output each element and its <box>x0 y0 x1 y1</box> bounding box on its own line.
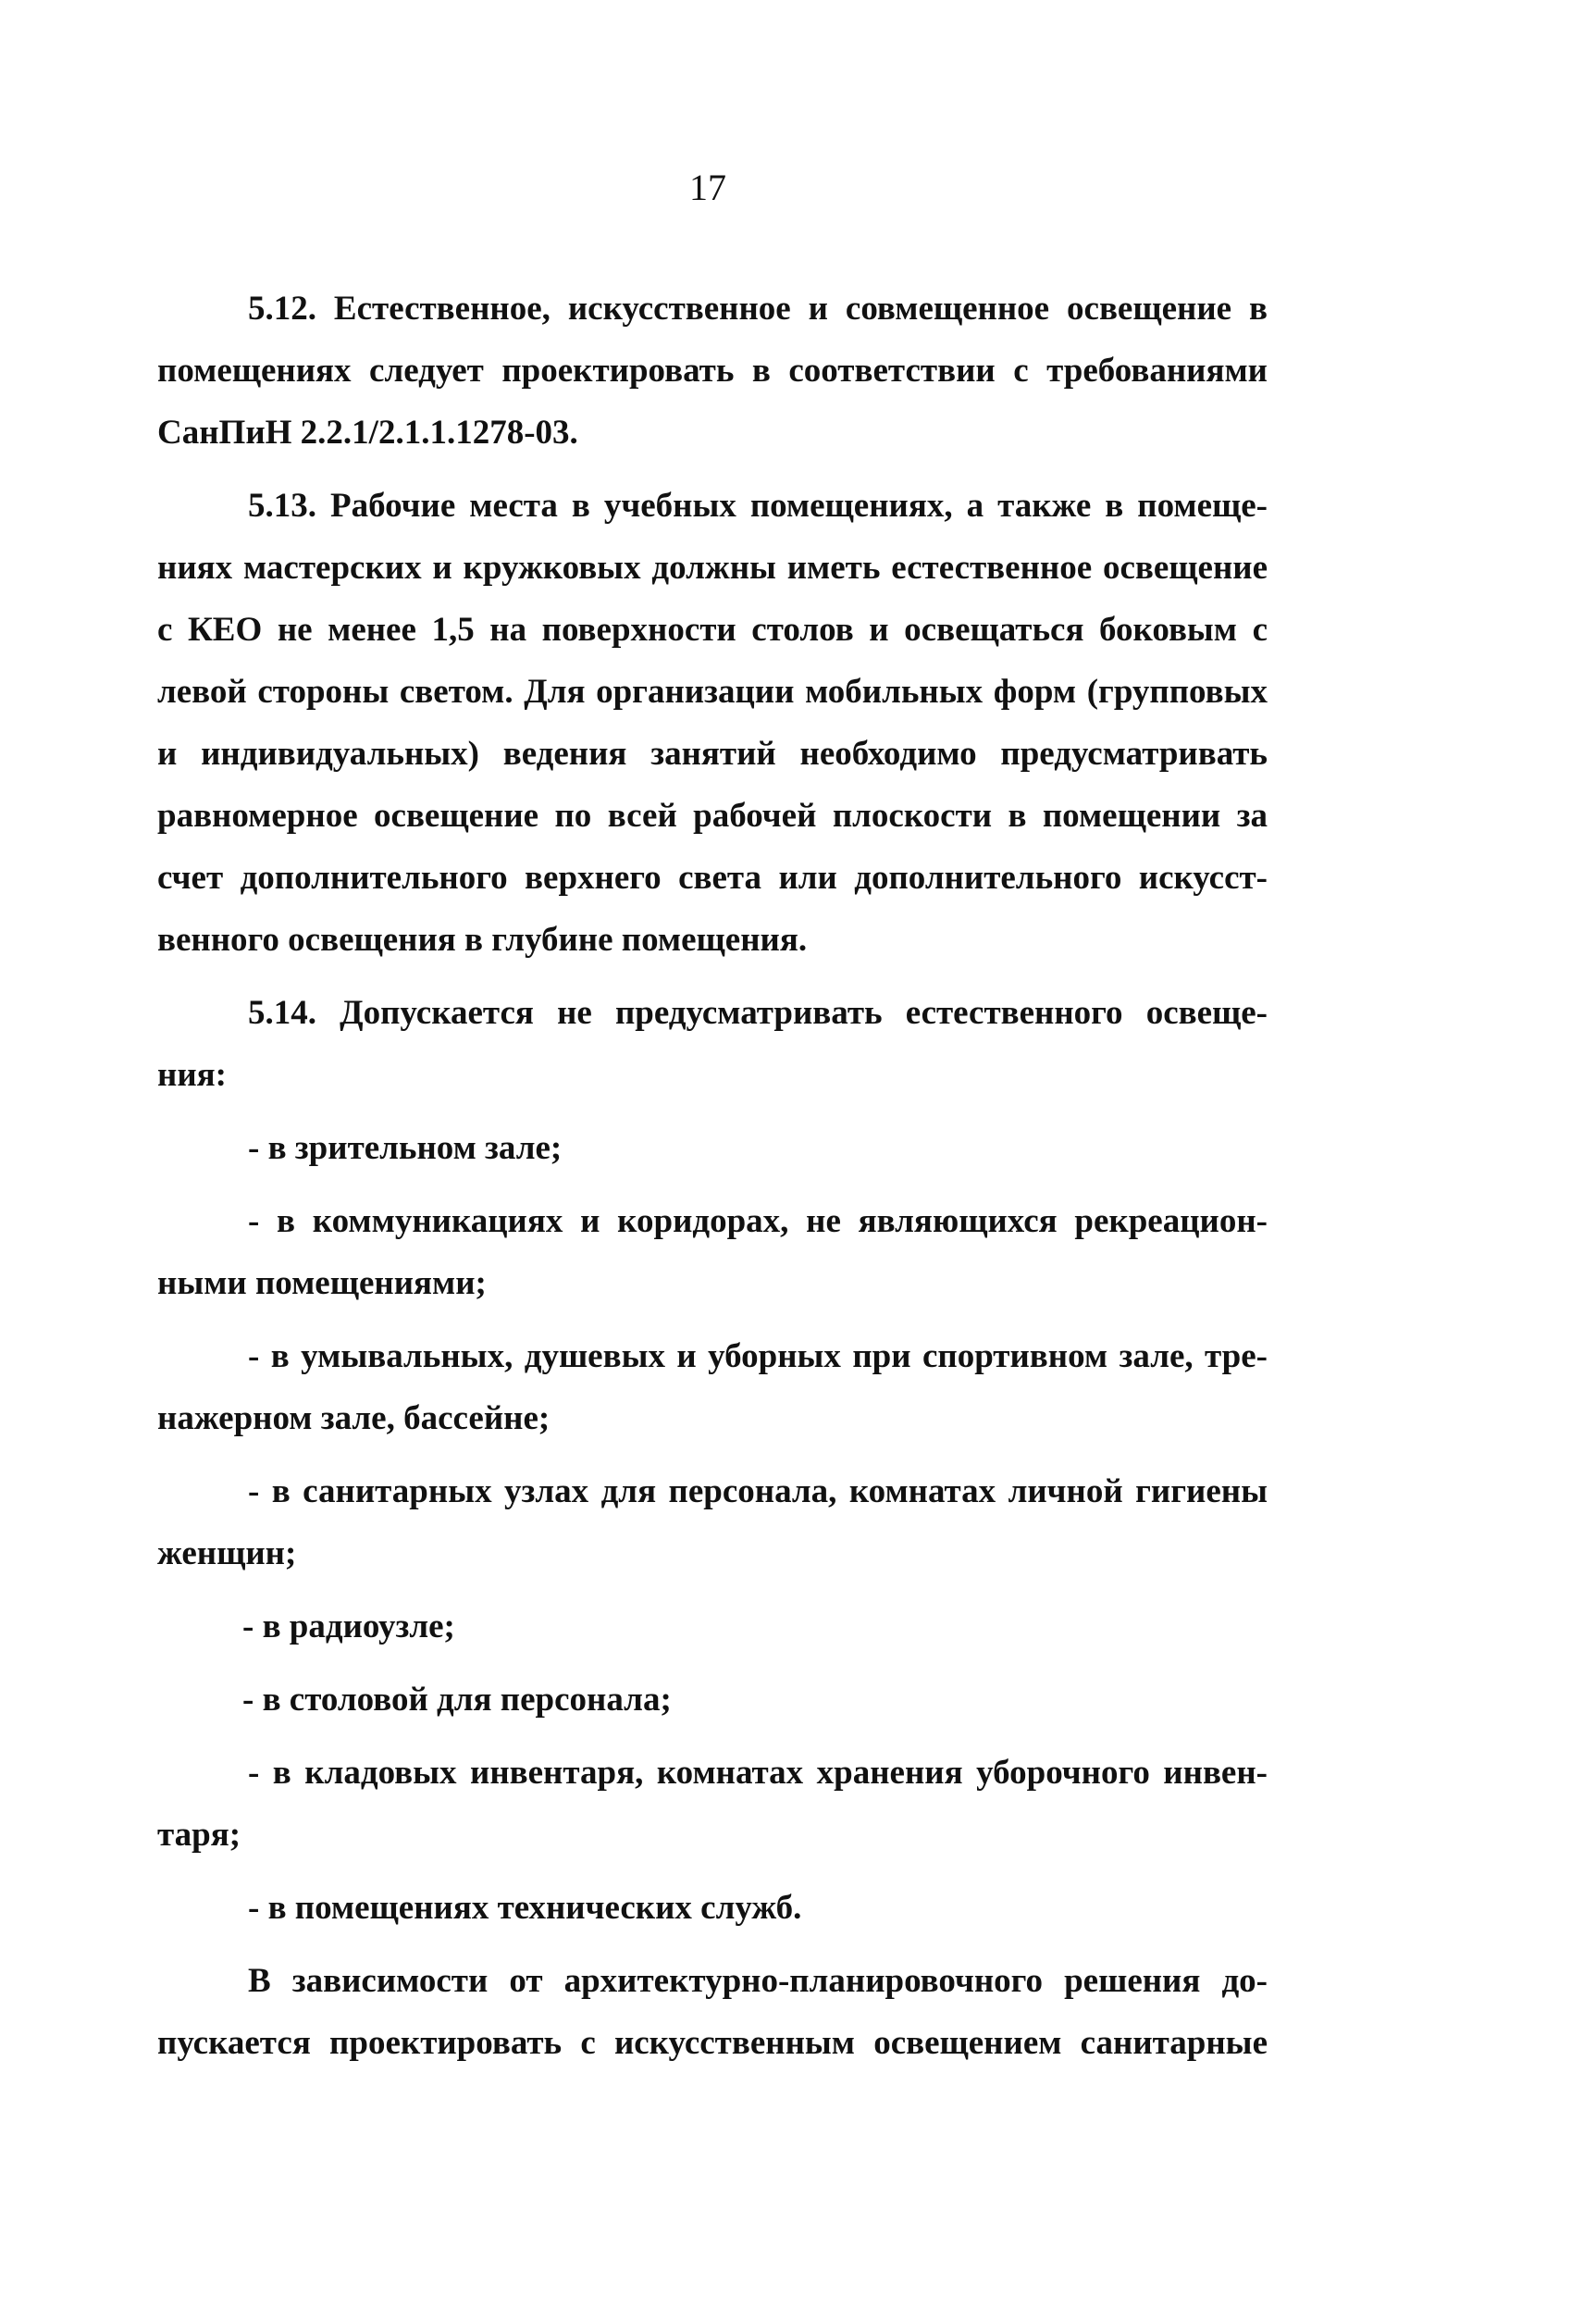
text-line: - в коммуникациях и коридорах, не являющихся рекреацион- <box>248 1202 1268 1240</box>
text-line: венного освещения в глубине помещения. <box>157 921 808 959</box>
text-line: - в радиоузле; <box>242 1608 455 1645</box>
text-line: ниях мастерских и кружковых должны иметь естественное освещение <box>157 549 1268 587</box>
text-line: таря; <box>157 1816 241 1854</box>
text-line: 5.14. Допускается не предусматривать естественного освеще- <box>248 994 1268 1032</box>
text-line: - в зрительном зале; <box>248 1129 563 1167</box>
text-line: помещениях следует проектировать в соответствии с требованиями <box>157 352 1268 390</box>
text-line: женщин; <box>157 1534 297 1572</box>
text-line: - в кладовых инвентаря, комнатах хранения уборочного инвен- <box>248 1754 1268 1792</box>
text-line: СанПиН 2.2.1/2.1.1.1278-03. <box>157 414 578 452</box>
page-number: 17 <box>689 167 726 208</box>
text-line: и индивидуальных) ведения занятий необходимо предусматривать <box>157 735 1268 773</box>
text-line: 5.13. Рабочие места в учебных помещениях, а также в помеще- <box>248 487 1268 525</box>
document-body <box>157 278 1268 2074</box>
text-line: счет дополнительного верхнего света или дополнительного искусст- <box>157 859 1268 897</box>
text-line: - в помещениях технических служб. <box>248 1889 802 1927</box>
text-line: - в столовой для персонала; <box>242 1681 672 1719</box>
text-line: пускается проектировать с искусственным освещением санитарные <box>157 2024 1268 2062</box>
text-line: левой стороны светом. Для организации мобильных форм (групповых <box>157 673 1268 711</box>
text-line: - в санитарных узлах для персонала, комнатах личной гигиены <box>248 1472 1268 1510</box>
text-line: В зависимости от архитектурно-планировочного решения до- <box>248 1962 1268 2000</box>
text-line: ния: <box>157 1056 227 1094</box>
text-line: - в умывальных, душевых и уборных при спортивном зале, тре- <box>248 1337 1268 1375</box>
text-line: равномерное освещение по всей рабочей плоскости в помещении за <box>157 797 1268 835</box>
text-line: ными помещениями; <box>157 1264 487 1302</box>
text-line: с КЕО не менее 1,5 на поверхности столов и освещаться боковым с <box>157 611 1268 649</box>
text-line: 5.12. Естественное, искусственное и совмещенное освещение в <box>248 290 1268 328</box>
text-line: нажерном зале, бассейне; <box>157 1399 551 1437</box>
